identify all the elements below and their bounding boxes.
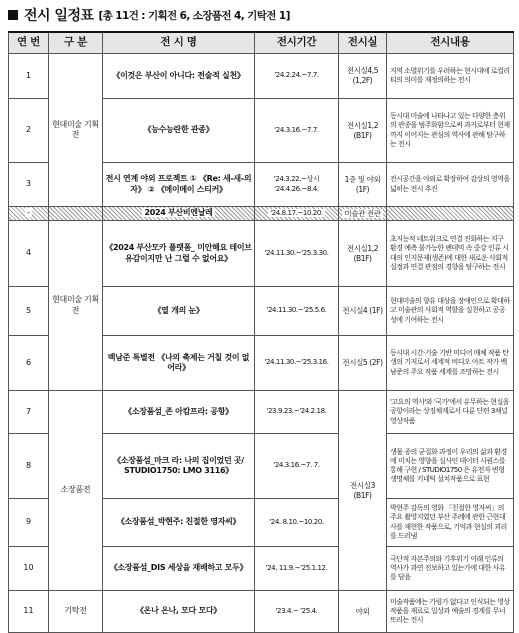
- row-period-text: '24.8.17.~10.20.: [270, 208, 323, 217]
- row-no: 11: [9, 591, 49, 633]
- col-header-category: 구 분: [49, 32, 103, 54]
- col-header-room: 전시실: [339, 32, 387, 54]
- row-name: 백남준 특별전 《나의 축제는 거칠 것이 없어라》: [103, 336, 255, 391]
- row-desc: 박현주 감독의 영화 「친절한 영자씨」의 주요 촬영지였던 부산 주례에 관한 근현대사를 재현한 작품으로, 기억과 현실의 괴리를 드러냄: [387, 499, 514, 547]
- row-name: 《능수능란한 관종》: [103, 99, 255, 163]
- title-summary: [총 11건 : 기획전 6, 소장품전 4, 기탁전 1]: [98, 9, 290, 22]
- row-room: 전시실1,2 (B1F): [339, 99, 387, 163]
- row-no: 4: [9, 221, 49, 287]
- row-name: 전시 연계 야외 프로젝트 ① 《Re: 새-새-의자》 ② 《메이메이 스티커》: [103, 163, 255, 207]
- row-period: '24.11.30.~'25.3.30.: [255, 221, 339, 287]
- col-header-period: 전시기간: [255, 32, 339, 54]
- row-no: 7: [9, 391, 49, 434]
- row-desc: 생물 종의 균질화 과정이 우리의 삶과 환경에 미치는 영향을 실사인 데이터 시퀀스를 통해 구현 / STUDIO1750 은 유전자 변형 생명체를 키네틱 설치작품으로 표현: [387, 434, 514, 499]
- row-name: [103, 207, 255, 221]
- table-row: [9, 591, 514, 633]
- row-desc-empty: [387, 207, 514, 221]
- row-period: '24.3.22.~상시 '24.4.26.~8.4.: [255, 163, 339, 207]
- table-row-biennale: [9, 207, 514, 221]
- row-category-empty: [49, 207, 103, 221]
- row-name: 《열 개의 눈》: [103, 287, 255, 336]
- row-no: 5: [9, 287, 49, 336]
- row-no: 8: [9, 434, 49, 499]
- col-header-name: 전 시 명: [103, 32, 255, 54]
- row-name: 《2024 부산모카 플랫폼_ 미안해요 테이브 유감이지만 난 그럴 수 없어요》: [103, 221, 255, 287]
- row-period: '24.11.30.~'25.3.16.: [255, 336, 339, 391]
- row-room: 1층 및 야외 (1F): [339, 163, 387, 207]
- row-desc: 초지능적 네트워크로 연결 진화하는 지구 환경 예측 불가능한 팬데믹 속 중강 인류 시대의 인지문제(생존)에 대한 새로운 사회적 설정과 연결 관점의 경향을 탐구하는 전시: [387, 221, 514, 287]
- row-room: 전시실1,2 (B1F): [339, 221, 387, 287]
- row-name: 《소장품섬_존 아캄프라: 공항》: [103, 391, 255, 434]
- row-room: 전시실5 (2F): [339, 336, 387, 391]
- row-period: '24.3.16.~7.7.: [255, 99, 339, 163]
- row-period: '24.2.24.~7.7.: [255, 54, 339, 99]
- row-desc: 미술작품에는 가림가 없다고 인식되는 영상작품을 재료로 일상과 예술의 경계를 무너뜨리는 전시: [387, 591, 514, 633]
- col-header-no: 연 번: [9, 32, 49, 54]
- row-desc: 동시대 미술에 나타나고 있는 다양한 층위의 관종을 범주화함으로써 과거로부터 현재까지 이어지는 관심의 역사에 관해 탐구하는 전시: [387, 99, 514, 163]
- row-category: 소장품전: [49, 391, 103, 591]
- row-category: 현대미술 기획전: [49, 221, 103, 391]
- row-desc: 극단적 자본주의와 기후위기 이래 인류의 역사가 과연 진보하고 있는가에 대한 사유를 담음: [387, 547, 514, 591]
- row-period: '24. 8.10.~10.20.: [255, 499, 339, 547]
- row-name: 《소장품섬_박현주: 친절한 영자씨》: [103, 499, 255, 547]
- row-name-text: 2024 부산비엔날레: [144, 208, 213, 218]
- bullet-square-icon: [8, 10, 18, 20]
- row-desc: 지역 소멸위기를 우려하는 현시대에 로컬리티의 의미를 재정의하는 전시: [387, 54, 514, 99]
- row-name: 《온나 온나, 모다 모다》: [103, 591, 255, 633]
- row-room-text: 미술관 전관: [344, 208, 381, 218]
- row-no: 2: [9, 99, 49, 163]
- row-room-shared: 전시실3 (B1F): [339, 391, 387, 591]
- exhibition-schedule-table: [8, 31, 514, 633]
- row-period: [255, 207, 339, 221]
- row-no: 10: [9, 547, 49, 591]
- row-period: '23.9.23.~'24.2.18.: [255, 391, 339, 434]
- table-header-row: [9, 32, 514, 54]
- row-desc: 전시공간을 야외로 확장하여 감상의 영역을 넓히는 전시 추진: [387, 163, 514, 207]
- row-category: 현대미술 기획전: [49, 54, 103, 207]
- row-desc: '고요의 역사'와 '국가'에서 유무하는 현실을 공항이라는 상징체계로서 다룬 단편 3채널 영상작품: [387, 391, 514, 434]
- row-period: '24. 11.9.~'25.1.12.: [255, 547, 339, 591]
- row-no: [9, 207, 49, 221]
- row-name: 《소장품섬_DIS 세상을 재배하고 모두》: [103, 547, 255, 591]
- row-no: 3: [9, 163, 49, 207]
- row-no: 6: [9, 336, 49, 391]
- row-name: 《이것은 부산이 아니다: 전술적 실천》: [103, 54, 255, 99]
- page-title: [8, 4, 290, 26]
- table-row: [9, 391, 514, 434]
- row-room: 전시실4 (1F): [339, 287, 387, 336]
- row-period: '24.11.30.~'25.5.6.: [255, 287, 339, 336]
- row-period: '23.4.~ '25.4.: [255, 591, 339, 633]
- table-row: [9, 221, 514, 287]
- row-room: [339, 207, 387, 221]
- row-category: 기탁전: [49, 591, 103, 633]
- row-no-text: -: [27, 208, 30, 218]
- row-no: 1: [9, 54, 49, 99]
- title-main: 전시 일정표: [24, 8, 94, 24]
- row-name: 《소장품섬_마크 라: 나의 집이었던 곳/ STUDIO1750: LMO 3116》: [103, 434, 255, 499]
- table-row: [9, 54, 514, 99]
- row-period: '24.3.16.~7. 7.: [255, 434, 339, 499]
- row-desc: 현대미술의 향유 대상을 장애인으로 확대하고 미술관의 사회적 역할을 실천하고 공공성에 기여하는 전시: [387, 287, 514, 336]
- row-room: 전시실4,5 (1,2F): [339, 54, 387, 99]
- row-no: 9: [9, 499, 49, 547]
- row-desc: 동시대 시간·기술 기반 미디어 매체 작품 탄생의 기저로서 세계적 비디오 아트 작가 백남준의 주요 작품 세계를 조망하는 전시: [387, 336, 514, 391]
- row-room: 야외: [339, 591, 387, 633]
- col-header-desc: 전시내용: [387, 32, 514, 54]
